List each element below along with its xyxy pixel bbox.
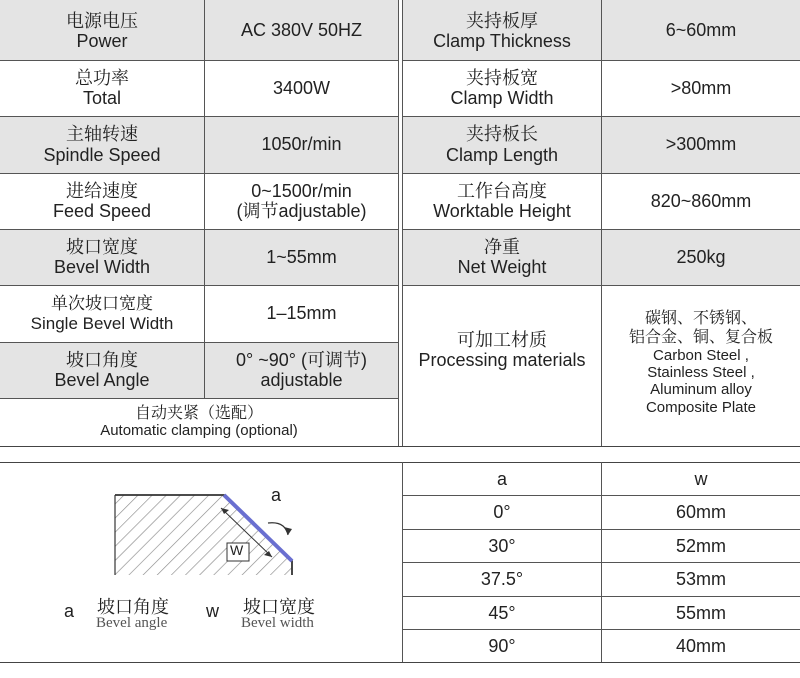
label-cn: 可加工材质 bbox=[457, 329, 547, 350]
cell-text: 53mm bbox=[675, 569, 726, 590]
cell-text: 45° bbox=[488, 602, 516, 623]
table-row-angle bbox=[403, 563, 601, 596]
spec-value-bevel-width bbox=[205, 229, 398, 285]
label-en: Clamp Length bbox=[445, 144, 559, 165]
table-row-width bbox=[602, 530, 800, 562]
legend-a-en: Bevel angle bbox=[96, 615, 168, 631]
legend-a-symbol: a bbox=[64, 601, 75, 621]
spec-label-clamp-length bbox=[403, 116, 601, 173]
bevel-illustration bbox=[0, 463, 398, 662]
spec-value-spindle-speed bbox=[205, 116, 398, 173]
table-row-angle bbox=[403, 630, 601, 662]
spec-label-processing-materials bbox=[403, 300, 601, 400]
label-cn: 总功率 bbox=[75, 67, 129, 88]
legend-w-cn: 坡口宽度 bbox=[243, 597, 315, 617]
spec-label-net-weight bbox=[403, 229, 601, 285]
spec-value-clamp-length bbox=[602, 116, 800, 173]
value-text: 0~1500r/min bbox=[251, 180, 352, 201]
spec-value-processing-materials bbox=[602, 298, 800, 428]
header-text: a bbox=[496, 468, 507, 489]
cell-text: 52mm bbox=[675, 535, 726, 556]
table-row-angle bbox=[403, 496, 601, 529]
label-cn: 坡口角度 bbox=[66, 349, 138, 370]
cell-text: 37.5° bbox=[480, 569, 524, 590]
materials-cn-2: 铝合金、铜、复合板 bbox=[628, 328, 773, 346]
angle-mark: a bbox=[271, 485, 282, 505]
spec-label-spindle-speed bbox=[0, 116, 204, 173]
materials-en-1: Carbon Steel , bbox=[653, 346, 749, 364]
label-cn: 坡口宽度 bbox=[66, 236, 138, 257]
auto-clamp-cn: 自动夹紧（选配） bbox=[134, 404, 263, 422]
spec-label-power bbox=[0, 2, 204, 60]
materials-en-2: Stainless Steel , bbox=[647, 364, 755, 382]
cell-text: 55mm bbox=[675, 602, 726, 623]
label-en: Feed Speed bbox=[52, 201, 152, 221]
bevel-header-angle bbox=[403, 463, 601, 495]
label-cn: 夹持板厚 bbox=[466, 10, 538, 31]
label-en: Total bbox=[82, 88, 122, 108]
value-text: >80mm bbox=[670, 77, 732, 98]
legend-a-cn: 坡口角度 bbox=[97, 597, 169, 617]
width-mark: W bbox=[230, 542, 244, 558]
value-text: AC 380V 50HZ bbox=[240, 19, 363, 40]
spec-value-feed-speed bbox=[205, 173, 398, 229]
value-text: 0° ~90° (可调节) bbox=[236, 349, 367, 370]
bevel-diagram bbox=[0, 463, 398, 662]
spec-label-worktable-height bbox=[403, 173, 601, 229]
value-text: 250kg bbox=[676, 246, 726, 267]
cell-text: 30° bbox=[488, 535, 516, 556]
cell-text: 60mm bbox=[675, 502, 726, 523]
spec-label-bevel-angle bbox=[0, 342, 204, 398]
spec-label-total bbox=[0, 60, 204, 116]
spec-label-feed-speed bbox=[0, 173, 204, 229]
spec-label-bevel-width bbox=[0, 229, 204, 285]
spec-value-bevel-angle bbox=[205, 342, 398, 398]
value-text: >300mm bbox=[665, 134, 737, 155]
table-row-width bbox=[602, 563, 800, 596]
value-text: 1~55mm bbox=[266, 246, 337, 267]
value-text: 1–15mm bbox=[266, 303, 337, 324]
label-cn: 主轴转速 bbox=[66, 124, 138, 145]
materials-en-3: Aluminum alloy bbox=[650, 381, 752, 399]
label-cn: 单次坡口宽度 bbox=[51, 294, 153, 314]
label-en: Bevel Angle bbox=[54, 370, 150, 390]
auto-clamping-note bbox=[0, 398, 398, 446]
table-row-angle bbox=[403, 530, 601, 562]
label-cn: 夹持板长 bbox=[466, 124, 538, 145]
materials-cn-1: 碳钢、不锈钢、 bbox=[644, 310, 757, 328]
cell-text: 40mm bbox=[675, 635, 726, 656]
table-row-width bbox=[602, 597, 800, 629]
spec-label-clamp-thickness bbox=[403, 2, 601, 60]
bevel-header-width bbox=[602, 463, 800, 495]
value-text: 3400W bbox=[272, 77, 331, 98]
label-cn: 工作台高度 bbox=[457, 180, 547, 201]
table-row-angle bbox=[403, 597, 601, 629]
value-text: 820~860mm bbox=[650, 190, 752, 211]
label-en: Bevel Width bbox=[53, 257, 151, 277]
spec-value-net-weight bbox=[602, 229, 800, 285]
value-note: adjustable bbox=[260, 370, 343, 390]
spec-value-total bbox=[205, 60, 398, 116]
label-en: Clamp Width bbox=[450, 88, 554, 108]
spec-value-worktable-height bbox=[602, 173, 800, 229]
spec-value-power bbox=[205, 0, 398, 60]
label-cn: 夹持板宽 bbox=[466, 67, 538, 88]
label-cn: 净重 bbox=[484, 236, 520, 257]
table-row-width bbox=[602, 630, 800, 662]
spec-value-clamp-thickness bbox=[602, 0, 800, 60]
cell-text: 90° bbox=[488, 635, 516, 656]
value-note: (调节adjustable) bbox=[236, 201, 367, 221]
legend-w-symbol: w bbox=[206, 601, 219, 621]
label-en: Processing materials bbox=[418, 350, 586, 370]
label-en: Power bbox=[76, 31, 128, 51]
label-cn: 进给速度 bbox=[66, 180, 138, 201]
label-cn: 电源电压 bbox=[66, 10, 138, 31]
label-en: Worktable Height bbox=[433, 201, 571, 221]
value-text: 6~60mm bbox=[665, 19, 737, 40]
label-en: Single Bevel Width bbox=[30, 313, 174, 333]
label-en: Net Weight bbox=[457, 257, 547, 277]
spec-label-clamp-width bbox=[403, 60, 601, 116]
value-text: 1050r/min bbox=[261, 134, 342, 155]
spec-label-single-bevel-width bbox=[0, 285, 204, 342]
table-row-width bbox=[602, 496, 800, 529]
cell-text: 0° bbox=[493, 502, 511, 523]
spec-value-clamp-width bbox=[602, 60, 800, 116]
legend-w-en: Bevel width bbox=[241, 615, 314, 631]
header-text: w bbox=[694, 468, 708, 489]
label-en: Clamp Thickness bbox=[433, 31, 571, 51]
spec-value-single-bevel-width bbox=[205, 285, 398, 342]
materials-en-4: Composite Plate bbox=[645, 398, 757, 416]
auto-clamp-en: Automatic clamping (optional) bbox=[100, 421, 298, 439]
label-en: Spindle Speed bbox=[43, 144, 161, 165]
